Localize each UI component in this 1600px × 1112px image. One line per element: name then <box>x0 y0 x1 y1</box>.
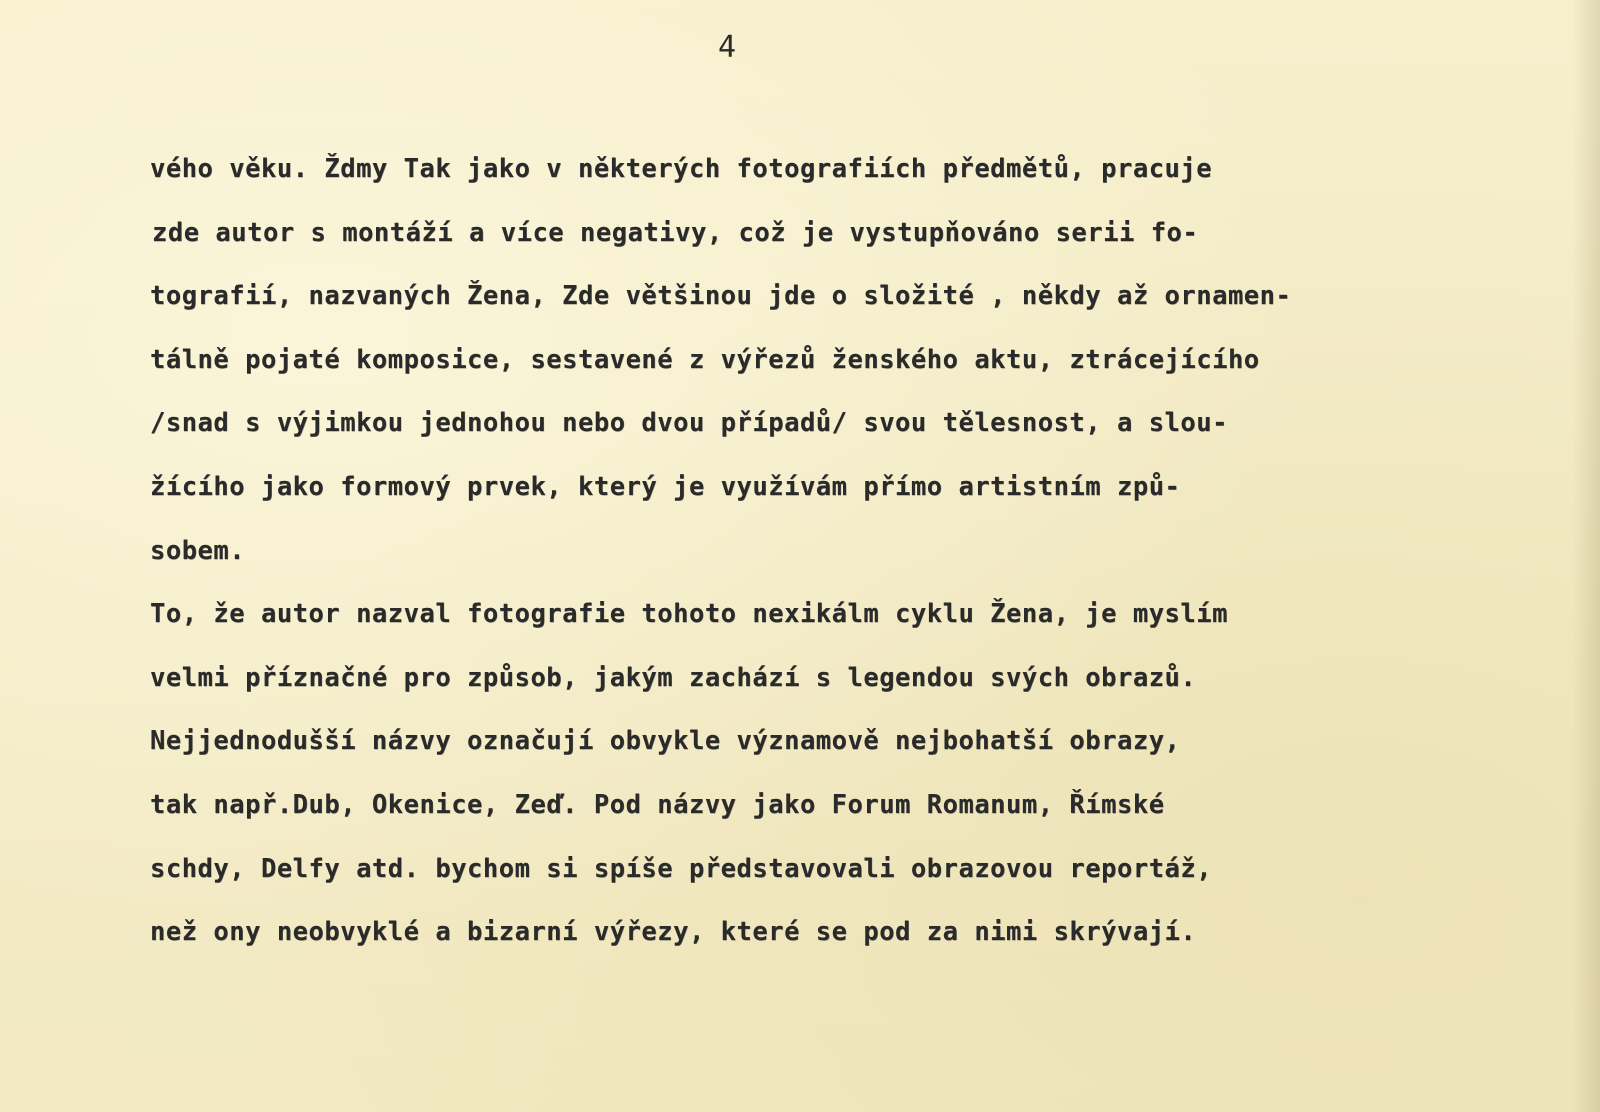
text-line: Nejjednodušší názvy označují obvykle významově nejbohatší obrazy, <box>150 726 1181 757</box>
text-line: tálně pojaté komposice, sestavené z výřezů ženského aktu, ztrácejícího <box>150 344 1260 375</box>
text-line: velmi příznačné pro způsob, jakým zachází s legendou svých obrazů. <box>150 662 1197 693</box>
text-line: žícího jako formový prvek, který je využívám přímo artistním způ- <box>150 471 1181 502</box>
text-line: sobem. <box>150 535 246 566</box>
text-line: vého věku. Ždmy Tak jako v některých fotografiích předmětů, pracuje <box>150 154 1213 184</box>
text-line: tak např.Dub, Okenice, Zeď. Pod názvy jako Forum Romanum, Římské <box>150 789 1165 820</box>
typewritten-text-block <box>150 138 1595 965</box>
text-line: než ony neobvyklé a bizarní výřezy, které se pod za nimi skrývají. <box>150 917 1197 948</box>
text-line: tografií, nazvaných Žena, Zde většinou jde o složité , někdy až ornamen- <box>150 281 1292 312</box>
text-line: /snad s výjimkou jednohou nebo dvou případů/ svou tělesnost, a slou- <box>150 408 1228 439</box>
text-line: schdy, Delfy atd. bychom si spíše představovali obrazovou reportáž, <box>150 853 1213 884</box>
page-number: 4 <box>718 30 737 65</box>
text-line: zde autor s montáží a více negativy, což je vystupňováno serii fo- <box>152 217 1199 248</box>
text-line: To, že autor nazval fotografie tohoto nexikálm cyklu Žena, je myslím <box>150 599 1228 630</box>
